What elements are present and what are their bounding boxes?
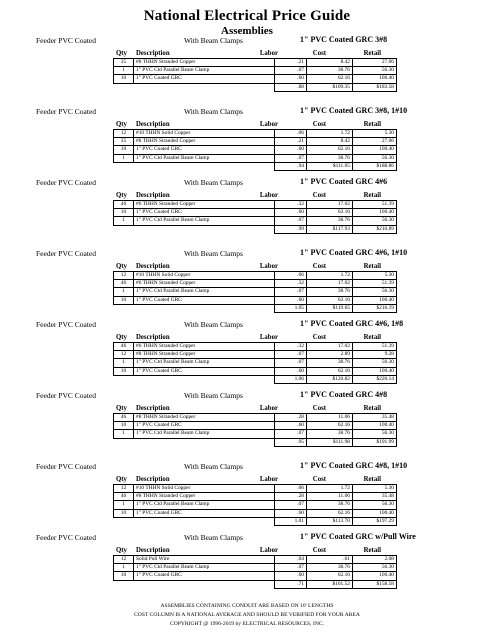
cost-header: Cost — [312, 263, 326, 270]
qty-cell: 12 — [114, 351, 134, 359]
total-labor: 1.06 — [275, 375, 307, 383]
cost-cell: 62.16 — [307, 75, 353, 83]
table-row — [114, 280, 397, 288]
labor-header: Labor — [259, 334, 278, 341]
clamp-type: With Beam Clamps — [184, 249, 243, 258]
clamp-type: With Beam Clamps — [184, 462, 243, 471]
cost-cell: 62.16 — [307, 296, 353, 304]
clamp-type: With Beam Clamps — [184, 178, 243, 187]
total-retail: $220.14 — [353, 375, 397, 383]
cost-header: Cost — [312, 405, 326, 412]
retail-header: Retail — [363, 547, 381, 554]
qty-header: Qty — [116, 547, 127, 554]
retail-header: Retail — [363, 192, 381, 199]
table-row — [114, 564, 397, 572]
table-row — [114, 288, 397, 296]
total-cost: $111.98 — [307, 438, 353, 446]
clamp-type: With Beam Clamps — [184, 36, 243, 45]
table-row — [114, 217, 397, 225]
assembly-section — [0, 318, 494, 389]
qty-cell: 10 — [114, 146, 134, 154]
labor-cell: .07 — [275, 67, 307, 75]
assembly-table — [113, 58, 397, 92]
total-labor: .88 — [275, 83, 307, 91]
total-labor: 1.01 — [275, 517, 307, 525]
total-cost: $120.82 — [307, 375, 353, 383]
retail-cell: 100.40 — [353, 146, 397, 154]
labor-cell: .07 — [275, 564, 307, 572]
qty-cell: 1 — [114, 501, 134, 509]
cost-cell: 38.76 — [307, 359, 353, 367]
clamp-type: With Beam Clamps — [184, 533, 243, 542]
assembly-name: 1" PVC Coated GRC 4#8, 1#10 — [300, 461, 408, 470]
qty-cell: 10 — [114, 296, 134, 304]
retail-cell: 56.30 — [353, 217, 397, 225]
cost-cell: 1.72 — [307, 485, 353, 493]
qty-cell: 10 — [114, 209, 134, 217]
qty-header: Qty — [116, 476, 127, 483]
labor-cell: .60 — [275, 209, 307, 217]
total-row — [114, 83, 397, 91]
table-row — [114, 422, 397, 430]
table-row — [114, 501, 397, 509]
table-row — [114, 146, 397, 154]
description-cell: 1" PVC Ctd Parallel Beam Clamp — [134, 430, 275, 438]
qty-cell: 46 — [114, 201, 134, 209]
qty-header: Qty — [116, 192, 127, 199]
description-cell: 1" PVC Ctd Parallel Beam Clamp — [134, 288, 275, 296]
assembly-name: 1" PVC Coated GRC 4#6 — [300, 177, 388, 186]
assembly-table — [113, 271, 397, 313]
retail-cell: 100.40 — [353, 75, 397, 83]
total-cost: $111.05 — [307, 162, 353, 170]
total-labor: .95 — [275, 438, 307, 446]
retail-cell: 5.30 — [353, 485, 397, 493]
cost-header: Cost — [312, 334, 326, 341]
total-row — [114, 375, 397, 383]
retail-cell: 100.40 — [353, 572, 397, 580]
cost-cell: 38.76 — [307, 67, 353, 75]
table-row — [114, 493, 397, 501]
section-header — [0, 318, 494, 330]
retail-header: Retail — [363, 263, 381, 270]
labor-cell: .04 — [275, 556, 307, 564]
retail-cell: 35.48 — [353, 493, 397, 501]
table-row — [114, 130, 397, 138]
description-cell: 1" PVC Ctd Parallel Beam Clamp — [134, 359, 275, 367]
description-cell: #8 THHN Stranded Copper — [134, 351, 275, 359]
total-retail: $197.29 — [353, 517, 397, 525]
labor-cell: .21 — [275, 138, 307, 146]
total-labor: 1.05 — [275, 304, 307, 312]
total-row — [114, 225, 397, 233]
description-cell: 1" PVC Ctd Parallel Beam Clamp — [134, 501, 275, 509]
description-header: Description — [136, 192, 170, 199]
labor-header: Labor — [259, 405, 278, 412]
cost-cell: 17.02 — [307, 201, 353, 209]
feeder-type: Feeder PVC Coated — [36, 36, 96, 45]
description-cell: #6 THHN Stranded Copper — [134, 201, 275, 209]
footer-note-cost: COST COLUMN IS A NATIONAL AVERAGE AND SHOULD BE VERIFIED FOR YOUR AREA — [134, 612, 360, 618]
assembly-name: 1" PVC Coated GRC w/Pull Wire — [300, 532, 416, 541]
table-row — [114, 414, 397, 422]
labor-cell: .07 — [275, 359, 307, 367]
feeder-type: Feeder PVC Coated — [36, 249, 96, 258]
retail-cell: 9.28 — [353, 351, 397, 359]
retail-cell: 2.08 — [353, 556, 397, 564]
total-retail: $210.89 — [353, 225, 397, 233]
qty-header: Qty — [116, 263, 127, 270]
qty-header: Qty — [116, 334, 127, 341]
labor-cell: .07 — [275, 430, 307, 438]
cost-header: Cost — [312, 476, 326, 483]
labor-header: Labor — [259, 50, 278, 57]
cost-cell: 11.06 — [307, 414, 353, 422]
qty-cell: 10 — [114, 422, 134, 430]
qty-header: Qty — [116, 121, 127, 128]
section-header — [0, 389, 494, 401]
description-cell: 1" PVC Coated GRC — [134, 367, 275, 375]
assembly-section — [0, 247, 494, 318]
labor-header: Labor — [259, 192, 278, 199]
description-header: Description — [136, 50, 170, 57]
description-cell: 1" PVC Coated GRC — [134, 296, 275, 304]
total-row — [114, 580, 397, 588]
retail-header: Retail — [363, 405, 381, 412]
total-retail: $188.86 — [353, 162, 397, 170]
labor-cell: .28 — [275, 493, 307, 501]
cost-cell: 62.16 — [307, 572, 353, 580]
section-header — [0, 105, 494, 117]
description-header: Description — [136, 263, 170, 270]
labor-cell: .60 — [275, 367, 307, 375]
retail-header: Retail — [363, 50, 381, 57]
assembly-name: 1" PVC Coated GRC 4#6, 1#10 — [300, 248, 408, 257]
clamp-type: With Beam Clamps — [184, 391, 243, 400]
description-cell: #8 THHN Stranded Copper — [134, 414, 275, 422]
total-cost: $113.70 — [307, 517, 353, 525]
assemblies-list — [0, 34, 494, 593]
labor-cell: .07 — [275, 154, 307, 162]
retail-cell: 51.39 — [353, 343, 397, 351]
retail-header: Retail — [363, 121, 381, 128]
footer-copyright: COPYRIGHT @ 1996-2019 by ELECTRICAL RESOURCES, INC. — [169, 621, 324, 627]
retail-cell: 51.39 — [353, 201, 397, 209]
description-cell: 1" PVC Ctd Parallel Beam Clamp — [134, 217, 275, 225]
description-cell: #10 THHN Solid Copper — [134, 272, 275, 280]
retail-cell: 51.39 — [353, 280, 397, 288]
total-cost: $117.93 — [307, 225, 353, 233]
table-row — [114, 272, 397, 280]
labor-cell: .06 — [275, 272, 307, 280]
labor-cell: .32 — [275, 343, 307, 351]
description-cell: 1" PVC Coated GRC — [134, 422, 275, 430]
labor-header: Labor — [259, 476, 278, 483]
qty-cell: 12 — [114, 272, 134, 280]
total-cost: $101.52 — [307, 580, 353, 588]
assembly-table — [113, 200, 397, 234]
retail-cell: 100.40 — [353, 209, 397, 217]
retail-cell: 56.30 — [353, 288, 397, 296]
retail-cell: 5.30 — [353, 130, 397, 138]
labor-cell: .07 — [275, 217, 307, 225]
qty-cell: 1 — [114, 288, 134, 296]
qty-cell: 10 — [114, 572, 134, 580]
feeder-type: Feeder PVC Coated — [36, 391, 96, 400]
cost-cell: 38.76 — [307, 564, 353, 572]
cost-cell: 17.02 — [307, 343, 353, 351]
cost-cell: .61 — [307, 556, 353, 564]
retail-cell: 56.30 — [353, 501, 397, 509]
assembly-section — [0, 105, 494, 176]
description-cell: #6 THHN Stranded Copper — [134, 280, 275, 288]
qty-cell: 1 — [114, 154, 134, 162]
labor-cell: .60 — [275, 75, 307, 83]
assembly-table — [113, 484, 397, 526]
qty-cell: 46 — [114, 280, 134, 288]
assembly-section — [0, 531, 494, 593]
table-row — [114, 296, 397, 304]
retail-cell: 100.40 — [353, 367, 397, 375]
section-header — [0, 176, 494, 188]
cost-cell: 38.76 — [307, 154, 353, 162]
table-row — [114, 138, 397, 146]
qty-cell: 10 — [114, 509, 134, 517]
retail-cell: 100.40 — [353, 296, 397, 304]
table-row — [114, 430, 397, 438]
description-cell: 1" PVC Coated GRC — [134, 509, 275, 517]
section-header — [0, 460, 494, 472]
description-cell: 1" PVC Ctd Parallel Beam Clamp — [134, 154, 275, 162]
cost-cell: 1.72 — [307, 130, 353, 138]
labor-cell: .60 — [275, 296, 307, 304]
table-row — [114, 556, 397, 564]
assembly-table — [113, 129, 397, 171]
table-row — [114, 509, 397, 517]
labor-cell: .28 — [275, 414, 307, 422]
total-retail: $191.99 — [353, 438, 397, 446]
qty-cell: 46 — [114, 493, 134, 501]
description-cell: 1" PVC Ctd Parallel Beam Clamp — [134, 67, 275, 75]
cost-cell: 38.76 — [307, 430, 353, 438]
description-cell: 1" PVC Coated GRC — [134, 146, 275, 154]
table-row — [114, 359, 397, 367]
retail-cell: 27.06 — [353, 59, 397, 67]
assembly-table — [113, 413, 397, 447]
retail-cell: 5.30 — [353, 272, 397, 280]
cost-cell: 38.76 — [307, 501, 353, 509]
table-row — [114, 67, 397, 75]
retail-header: Retail — [363, 334, 381, 341]
description-cell: #8 THHN Stranded Copper — [134, 59, 275, 67]
page-title: National Electrical Price Guide — [143, 8, 351, 24]
description-cell: #8 THHN Stranded Copper — [134, 493, 275, 501]
labor-cell: .60 — [275, 422, 307, 430]
description-header: Description — [136, 121, 170, 128]
qty-cell: 12 — [114, 130, 134, 138]
assembly-section — [0, 460, 494, 531]
cost-header: Cost — [312, 547, 326, 554]
feeder-type: Feeder PVC Coated — [36, 462, 96, 471]
description-header: Description — [136, 547, 170, 554]
retail-cell: 100.40 — [353, 509, 397, 517]
table-row — [114, 209, 397, 217]
cost-cell: 38.76 — [307, 217, 353, 225]
description-cell: 1" PVC Coated GRC — [134, 209, 275, 217]
footer-note-lengths: ASSEMBLIES CONTAINING CONDUIT ARE BASED ON 10' LENGTHS — [160, 603, 334, 609]
description-header: Description — [136, 334, 170, 341]
qty-cell: 35 — [114, 59, 134, 67]
table-row — [114, 367, 397, 375]
qty-cell: 46 — [114, 343, 134, 351]
cost-header: Cost — [312, 121, 326, 128]
qty-cell: 12 — [114, 485, 134, 493]
qty-cell: 10 — [114, 367, 134, 375]
labor-header: Labor — [259, 121, 278, 128]
qty-header: Qty — [116, 405, 127, 412]
retail-cell: 27.06 — [353, 138, 397, 146]
section-header — [0, 531, 494, 543]
total-row — [114, 162, 397, 170]
retail-header: Retail — [363, 476, 381, 483]
total-labor: .71 — [275, 580, 307, 588]
retail-cell: 56.30 — [353, 430, 397, 438]
qty-cell: 1 — [114, 67, 134, 75]
total-cost: $109.35 — [307, 83, 353, 91]
section-header — [0, 247, 494, 259]
total-labor: .99 — [275, 225, 307, 233]
total-retail: $183.58 — [353, 83, 397, 91]
table-row — [114, 485, 397, 493]
assembly-table — [113, 555, 397, 589]
cost-cell: 62.16 — [307, 422, 353, 430]
labor-cell: .07 — [275, 351, 307, 359]
table-row — [114, 343, 397, 351]
table-row — [114, 201, 397, 209]
table-row — [114, 75, 397, 83]
labor-cell: .60 — [275, 509, 307, 517]
description-cell: 1" PVC Ctd Parallel Beam Clamp — [134, 564, 275, 572]
assembly-name: 1" PVC Coated GRC 4#6, 1#8 — [300, 319, 404, 328]
cost-header: Cost — [312, 50, 326, 57]
cost-cell: 11.06 — [307, 493, 353, 501]
cost-cell: 2.89 — [307, 351, 353, 359]
description-header: Description — [136, 405, 170, 412]
labor-header: Labor — [259, 547, 278, 554]
total-row — [114, 304, 397, 312]
feeder-type: Feeder PVC Coated — [36, 320, 96, 329]
total-labor: .94 — [275, 162, 307, 170]
qty-cell: 1 — [114, 217, 134, 225]
total-retail: $158.58 — [353, 580, 397, 588]
retail-cell: 56.30 — [353, 154, 397, 162]
labor-cell: .32 — [275, 280, 307, 288]
labor-cell: .60 — [275, 146, 307, 154]
description-cell: #10 THHN Solid Copper — [134, 485, 275, 493]
description-cell: #8 THHN Stranded Copper — [134, 138, 275, 146]
description-cell: #10 THHN Solid Copper — [134, 130, 275, 138]
retail-cell: 56.30 — [353, 359, 397, 367]
qty-cell: 12 — [114, 556, 134, 564]
cost-cell: 62.16 — [307, 209, 353, 217]
feeder-type: Feeder PVC Coated — [36, 107, 96, 116]
qty-cell: 1 — [114, 359, 134, 367]
description-cell: #6 THHN Stranded Copper — [134, 343, 275, 351]
labor-cell: .21 — [275, 59, 307, 67]
total-cost: $119.65 — [307, 304, 353, 312]
cost-cell: 62.16 — [307, 367, 353, 375]
retail-cell: 56.30 — [353, 67, 397, 75]
table-row — [114, 351, 397, 359]
retail-cell: 56.30 — [353, 564, 397, 572]
assembly-table — [113, 342, 397, 384]
assembly-section — [0, 34, 494, 105]
assembly-name: 1" PVC Coated GRC 3#8, 1#10 — [300, 106, 408, 115]
total-row — [114, 438, 397, 446]
feeder-type: Feeder PVC Coated — [36, 178, 96, 187]
labor-header: Labor — [259, 263, 278, 270]
labor-cell: .32 — [275, 201, 307, 209]
assembly-name: 1" PVC Coated GRC 4#8 — [300, 390, 388, 399]
qty-cell: 1 — [114, 564, 134, 572]
labor-cell: .07 — [275, 288, 307, 296]
assembly-name: 1" PVC Coated GRC 3#8 — [300, 35, 388, 44]
labor-cell: .06 — [275, 130, 307, 138]
labor-cell: .06 — [275, 485, 307, 493]
cost-header: Cost — [312, 192, 326, 199]
description-header: Description — [136, 476, 170, 483]
description-cell: 1" PVC Coated GRC — [134, 572, 275, 580]
qty-header: Qty — [116, 50, 127, 57]
table-row — [114, 572, 397, 580]
retail-cell: 100.40 — [353, 422, 397, 430]
qty-cell: 10 — [114, 75, 134, 83]
cost-cell: 62.16 — [307, 146, 353, 154]
table-row — [114, 154, 397, 162]
labor-cell: .07 — [275, 501, 307, 509]
cost-cell: 8.42 — [307, 138, 353, 146]
feeder-type: Feeder PVC Coated — [36, 533, 96, 542]
cost-cell: 8.42 — [307, 59, 353, 67]
cost-cell: 62.16 — [307, 509, 353, 517]
total-retail: $216.19 — [353, 304, 397, 312]
assembly-section — [0, 176, 494, 247]
cost-cell: 1.72 — [307, 272, 353, 280]
total-row — [114, 517, 397, 525]
clamp-type: With Beam Clamps — [184, 107, 243, 116]
clamp-type: With Beam Clamps — [184, 320, 243, 329]
qty-cell: 46 — [114, 414, 134, 422]
qty-cell: 1 — [114, 430, 134, 438]
labor-cell: .60 — [275, 572, 307, 580]
section-header — [0, 34, 494, 46]
description-cell: Solid Pull Wire — [134, 556, 275, 564]
cost-cell: 17.02 — [307, 280, 353, 288]
page-subtitle: Assemblies — [221, 25, 273, 37]
qty-cell: 35 — [114, 138, 134, 146]
description-cell: 1" PVC Coated GRC — [134, 75, 275, 83]
table-row — [114, 59, 397, 67]
retail-cell: 35.48 — [353, 414, 397, 422]
assembly-section — [0, 389, 494, 460]
cost-cell: 38.76 — [307, 288, 353, 296]
